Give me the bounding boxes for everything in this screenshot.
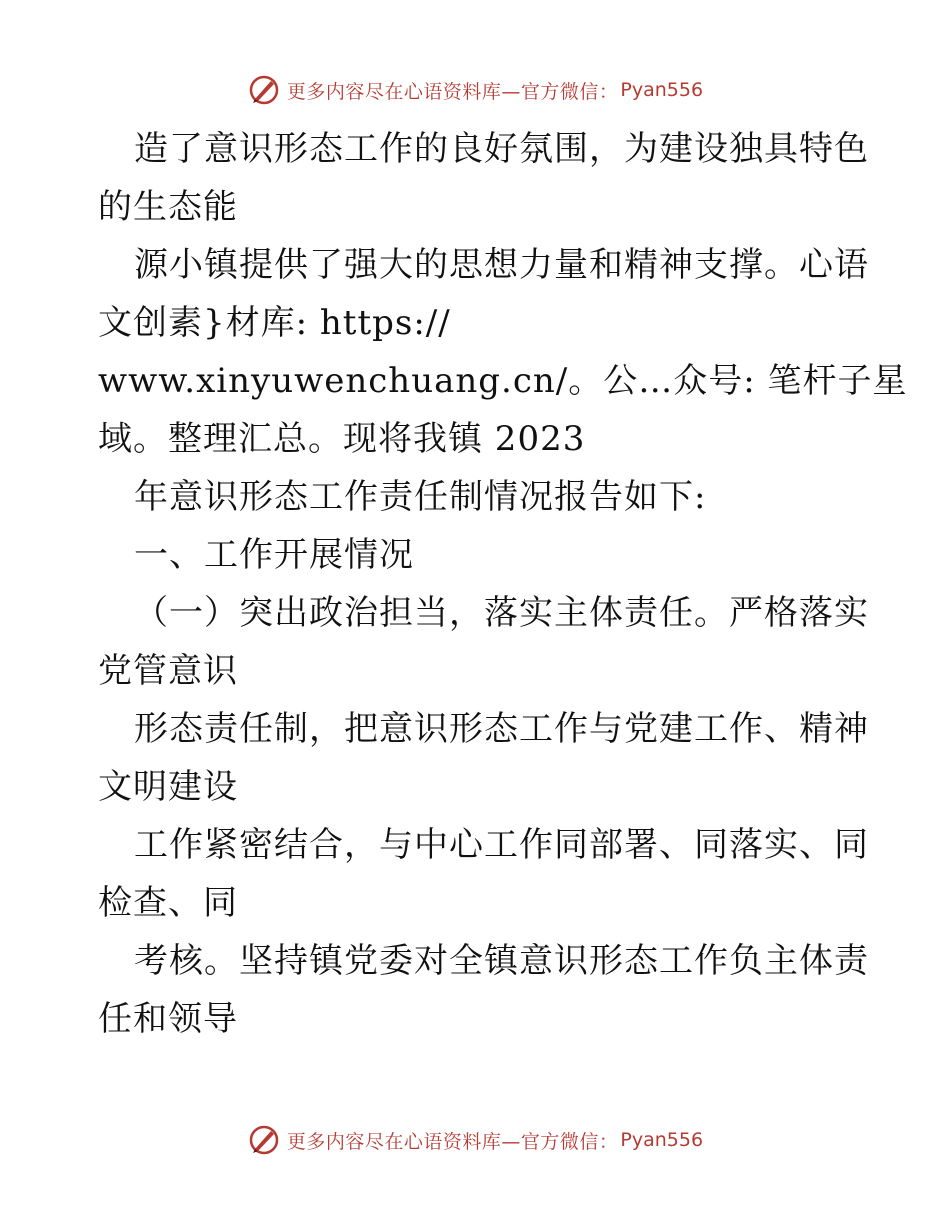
paragraph-line: 党管意识 [98,651,238,691]
paragraph-line: 文创素}材库: https:// [98,303,451,343]
document-body [98,120,908,1048]
banner-site-text: 更多内容尽在心语资料库—官方微信： [286,80,619,103]
pen-logo-icon [247,1123,281,1157]
paragraph-line: 检查、同 [98,883,238,923]
paragraph-line: 文明建设 [98,767,238,807]
paragraph-line: 年意识形态工作责任制情况报告如下: [134,477,707,517]
section-heading: 一、工作开展情况 [134,535,414,575]
paragraph-line: www.xinyuwenchuang.cn/。公…众号: 笔杆子星 [98,361,908,401]
paragraph-line: 考核。坚持镇党委对全镇意识形态工作负主体责 [134,941,869,981]
paragraph-line: 的生态能 [98,187,238,227]
paragraph-line: 域。整理汇总。现将我镇 2023 [98,419,586,459]
banner-wechat-handle: Pyan556 [620,1129,704,1151]
paragraph-line: 任和领导 [98,999,238,1039]
paragraph-line: 形态责任制，把意识形态工作与党建工作、精神 [134,709,869,749]
banner-site-text: 更多内容尽在心语资料库—官方微信： [286,1130,619,1153]
paragraph-line: 工作紧密结合，与中心工作同部署、同落实、同 [134,825,869,865]
banner-wechat-handle: Pyan556 [620,79,704,101]
header-watermark-banner [0,70,950,110]
paragraph-line: 造了意识形态工作的良好氛围，为建设独具特色 [134,129,869,169]
pen-logo-icon [247,73,281,107]
paragraph-line: 源小镇提供了强大的思想力量和精神支撑。心语 [134,245,869,285]
paragraph-line: （一）突出政治担当，落实主体责任。严格落实 [134,593,869,633]
footer-watermark-banner [0,1120,950,1160]
